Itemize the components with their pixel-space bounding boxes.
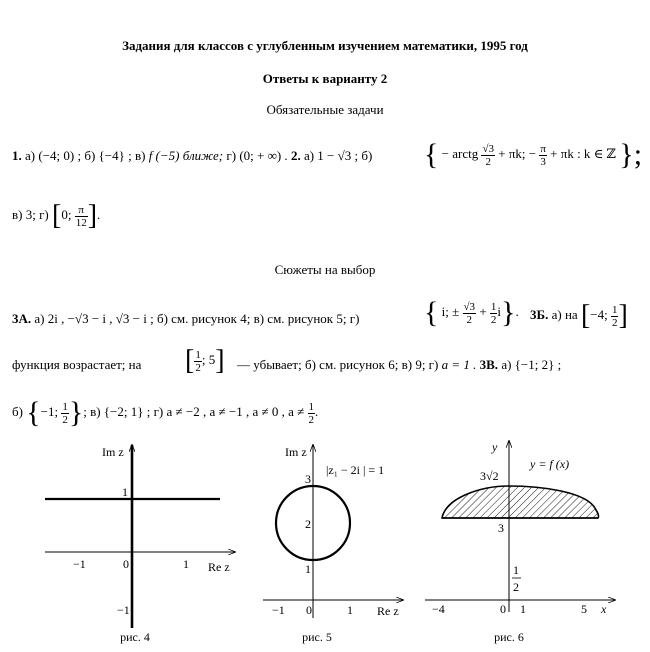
- p1-a-label: а): [25, 148, 36, 163]
- fraction-pi-3: $\frac{\pi}{3}$: [540, 142, 546, 168]
- p3v-b-label: б): [12, 403, 23, 419]
- p2-a-label: а): [303, 148, 315, 163]
- p1-b-label: б): [84, 148, 96, 163]
- fig5-tick-y2: 2: [305, 517, 311, 531]
- problem-1-number: 1.: [12, 148, 22, 163]
- fig6-tick-half-den: 2: [513, 580, 519, 594]
- fig6-equation: y = f (x): [530, 457, 570, 471]
- p2-c-value: в) 3; г): [12, 206, 49, 222]
- fig6-tick-y3: 3: [498, 521, 504, 535]
- p1-d-label: г): [226, 148, 237, 163]
- answers-line-5: б) {−1; $\frac{1}{2}$ }; в) {−2; 1} ; г) a ≠ −2 , a ≠ −1 , a ≠ 0 , a ≠ $\frac{1}{2}$ .: [12, 396, 319, 429]
- fraction-1-2d: $\frac{1}{2}$: [62, 400, 68, 426]
- fig6-caption: рис. 6: [494, 630, 524, 644]
- p2-a-value: 1 − √3 ;: [317, 148, 359, 163]
- pik-text: + πk; −: [498, 145, 537, 161]
- p1-c-label: в): [134, 148, 146, 163]
- fig4-y-label: Im z: [102, 445, 124, 459]
- p3b-increasing: функция возрастает; на: [12, 357, 142, 372]
- fraction-sqrt3-2b: $\frac{√3}{2}$: [463, 300, 476, 326]
- fig5-tick-y3: 3: [305, 472, 311, 486]
- fig4-caption: рис. 4: [120, 630, 150, 644]
- p3b-a-label: а) на: [551, 306, 578, 322]
- p3b-a: 3Б. а) на [−4; $\frac{1}{2}$ ]: [530, 300, 628, 331]
- fig4-tick-x1: 1: [183, 557, 189, 571]
- p3b-decreasing: — убывает; б) см. рисунок 6; в) 9; г): [237, 357, 439, 372]
- p2-b-set: { − arctg $\frac{√3}{2}$ + πk; − $\frac{\pi}{3}$ + πk : k ∈ ℤ };: [424, 138, 643, 171]
- p3b-interval: [ $\frac{1}{2}$ ; 5]: [185, 345, 225, 376]
- p3b-g-value: a = 1 .: [441, 357, 477, 372]
- fig5-tick-xm1: −1: [272, 603, 285, 617]
- p2-b-label: б): [361, 148, 373, 163]
- fig6-origin: 0: [500, 602, 506, 616]
- problem-2-number: 2.: [290, 148, 301, 163]
- fig6-tick-xm4: −4: [432, 602, 445, 616]
- fig4-tick-ym1: −1: [117, 603, 130, 617]
- elective-heading: Сюжеты на выбор: [274, 262, 376, 277]
- fig5-caption: рис. 5: [302, 630, 332, 644]
- fig6-tick-3sqrt2: 3√2: [480, 469, 499, 483]
- p3v-a-value: а) {−1; 2} ;: [501, 357, 562, 372]
- arctg-text: − arctg: [441, 145, 479, 161]
- p3a-g-i2: i: [497, 303, 502, 319]
- fig6-tick-half-num: 1: [513, 563, 519, 577]
- problem-3v-number: 3В.: [479, 357, 499, 372]
- fig5-tick-y1: 1: [305, 562, 311, 576]
- p3a-g-i: i; ±: [441, 303, 460, 319]
- fig4-tick-y1: 1: [122, 485, 128, 499]
- fig6-x-label: x: [601, 602, 607, 616]
- fraction-1-2c: $\frac{1}{2}$: [195, 348, 201, 374]
- p1-a-value: (−4; 0) ;: [38, 148, 82, 163]
- set-condition: + πk : k ∈ ℤ: [550, 145, 617, 161]
- answers-line-2: в) 3; г) [0; $\frac{\pi}{12}$ ].: [12, 200, 101, 231]
- fraction-pi-12: $\frac{\pi}{12}$: [75, 203, 87, 229]
- p3v-b-value: −1;: [40, 403, 59, 419]
- fig4-x-label: Re z: [208, 560, 230, 574]
- fig6-shaded-region: [442, 486, 599, 518]
- plus-sign: +: [479, 303, 487, 319]
- p3a-g-set: { i; ± $\frac{√3}{2}$ + $\frac{1}{2}$ i}.: [424, 296, 519, 329]
- fraction-1-2b: $\frac{1}{2}$: [611, 303, 618, 329]
- fig6-tick-x5: 5: [581, 602, 587, 616]
- fig6-y-label: y: [492, 440, 498, 454]
- final-dot: .: [315, 403, 319, 419]
- fraction-sqrt3-2: $\frac{√3}{2}$: [482, 142, 495, 168]
- figure-4: [40, 440, 240, 630]
- p3b-rest: [237, 357, 561, 373]
- problem-3b-number: 3Б.: [530, 306, 549, 322]
- fig5-x-label: Re z: [377, 604, 399, 618]
- figure-6: [420, 436, 620, 626]
- fig5-equation: |z₁ − 2i | = 1: [326, 463, 385, 477]
- fig4-tick-xm1: −1: [73, 557, 86, 571]
- p3b-a-value: −4;: [590, 306, 608, 322]
- fig5-tick-x1: 1: [347, 603, 353, 617]
- p3a-items: а) 2i , −√3 − i , √3 − i ; б) см. рисунок 4; в) см. рисунок 5; г): [34, 311, 360, 326]
- p1-d-value: (0; + ∞) .: [239, 148, 288, 163]
- mandatory-heading: Обязательные задачи: [266, 102, 384, 117]
- fig6-tick-x1: 1: [520, 602, 526, 616]
- document-title: Задания для классов с углубленным изучением математики, 1995 год: [122, 38, 528, 53]
- p2-d-zero: 0;: [61, 206, 72, 222]
- fraction-1-2e: $\frac{1}{2}$: [308, 400, 315, 426]
- fig5-origin: 0: [306, 603, 312, 617]
- figure-5: [258, 440, 408, 625]
- fraction-1-2: $\frac{1}{2}$: [490, 300, 497, 326]
- p3v-rest: ; в) {−2; 1} ; г) a ≠ −2 , a ≠ −1 , a ≠ 0 , a ≠: [83, 403, 305, 419]
- interval-end: ; 5: [201, 351, 216, 367]
- fig4-origin: 0: [123, 557, 129, 571]
- problem-3a-number: 3А.: [12, 311, 32, 326]
- p1-c-value: f (−5) ближе;: [148, 148, 224, 163]
- p1-b-value: {−4} ;: [98, 148, 132, 163]
- answers-title: Ответы к варианту 2: [262, 71, 388, 86]
- fig5-y-label: Im z: [285, 445, 307, 459]
